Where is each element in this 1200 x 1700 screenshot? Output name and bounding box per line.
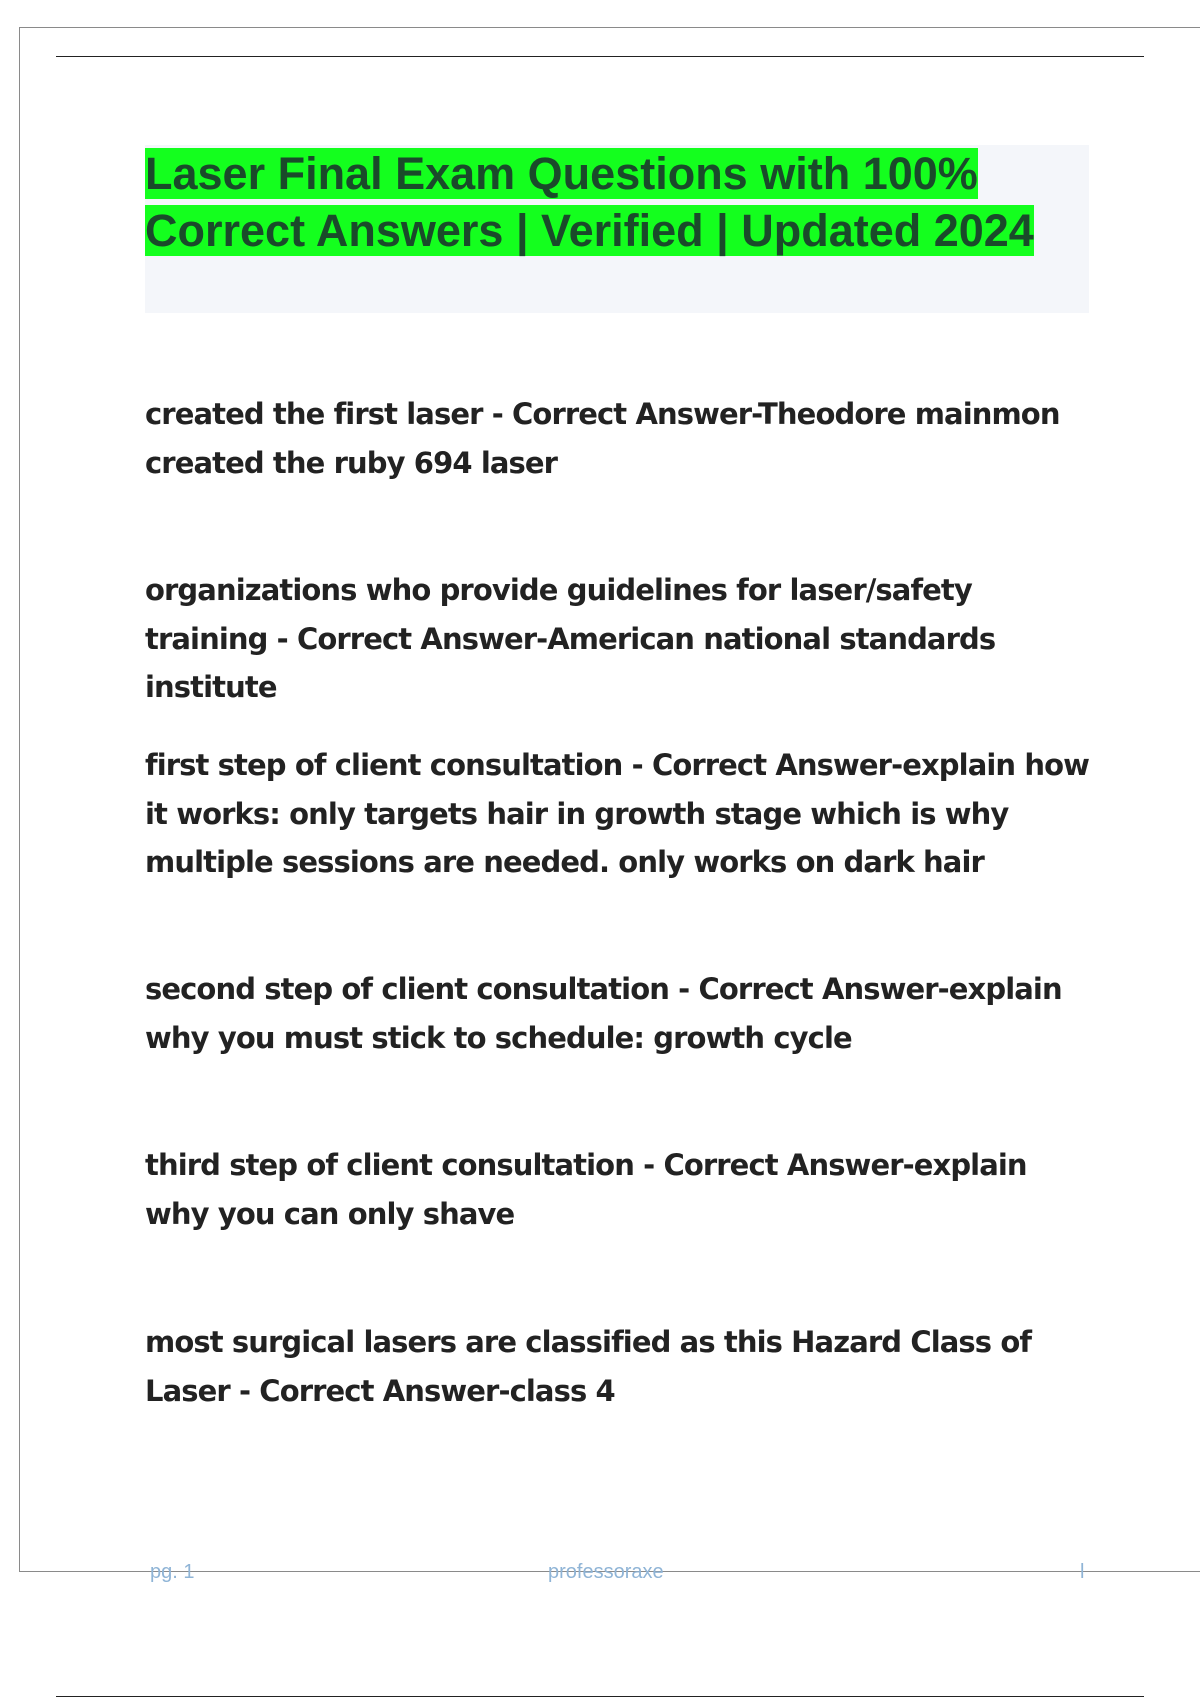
qa-item: second step of client consultation - Correct Answer-explain why you must stick to schedule: growth cycle [145, 972, 1062, 1055]
footer-author: professoraxe [548, 1561, 664, 1583]
title-block [145, 145, 1089, 313]
footer-rule [56, 1696, 1144, 1697]
header-rule [56, 56, 1144, 57]
qa-item: created the first laser - Correct Answer-Theodore mainmon created the ruby 694 laser [145, 397, 1060, 480]
document-title [145, 145, 1065, 259]
qa-item: organizations who provide guidelines for laser/safety training - Correct Answer-American national standards institute [145, 573, 996, 704]
qa-item: most surgical lasers are classified as this Hazard Class of Laser - Correct Answer-class 4 [145, 1325, 1032, 1408]
footer-separator: l [1080, 1561, 1085, 1583]
qa-item: first step of client consultation - Correct Answer-explain how it works: only targets hair in growth stage which is why multiple sessions are needed. only works on dark hair [145, 748, 1090, 879]
qa-item: third step of client consultation - Correct Answer-explain why you can only shave [145, 1148, 1027, 1231]
document-title-text: Laser Final Exam Questions with 100% Correct Answers | Verified | Updated 2024 [145, 148, 1034, 256]
footer-page-number: pg. 1 [150, 1561, 195, 1583]
